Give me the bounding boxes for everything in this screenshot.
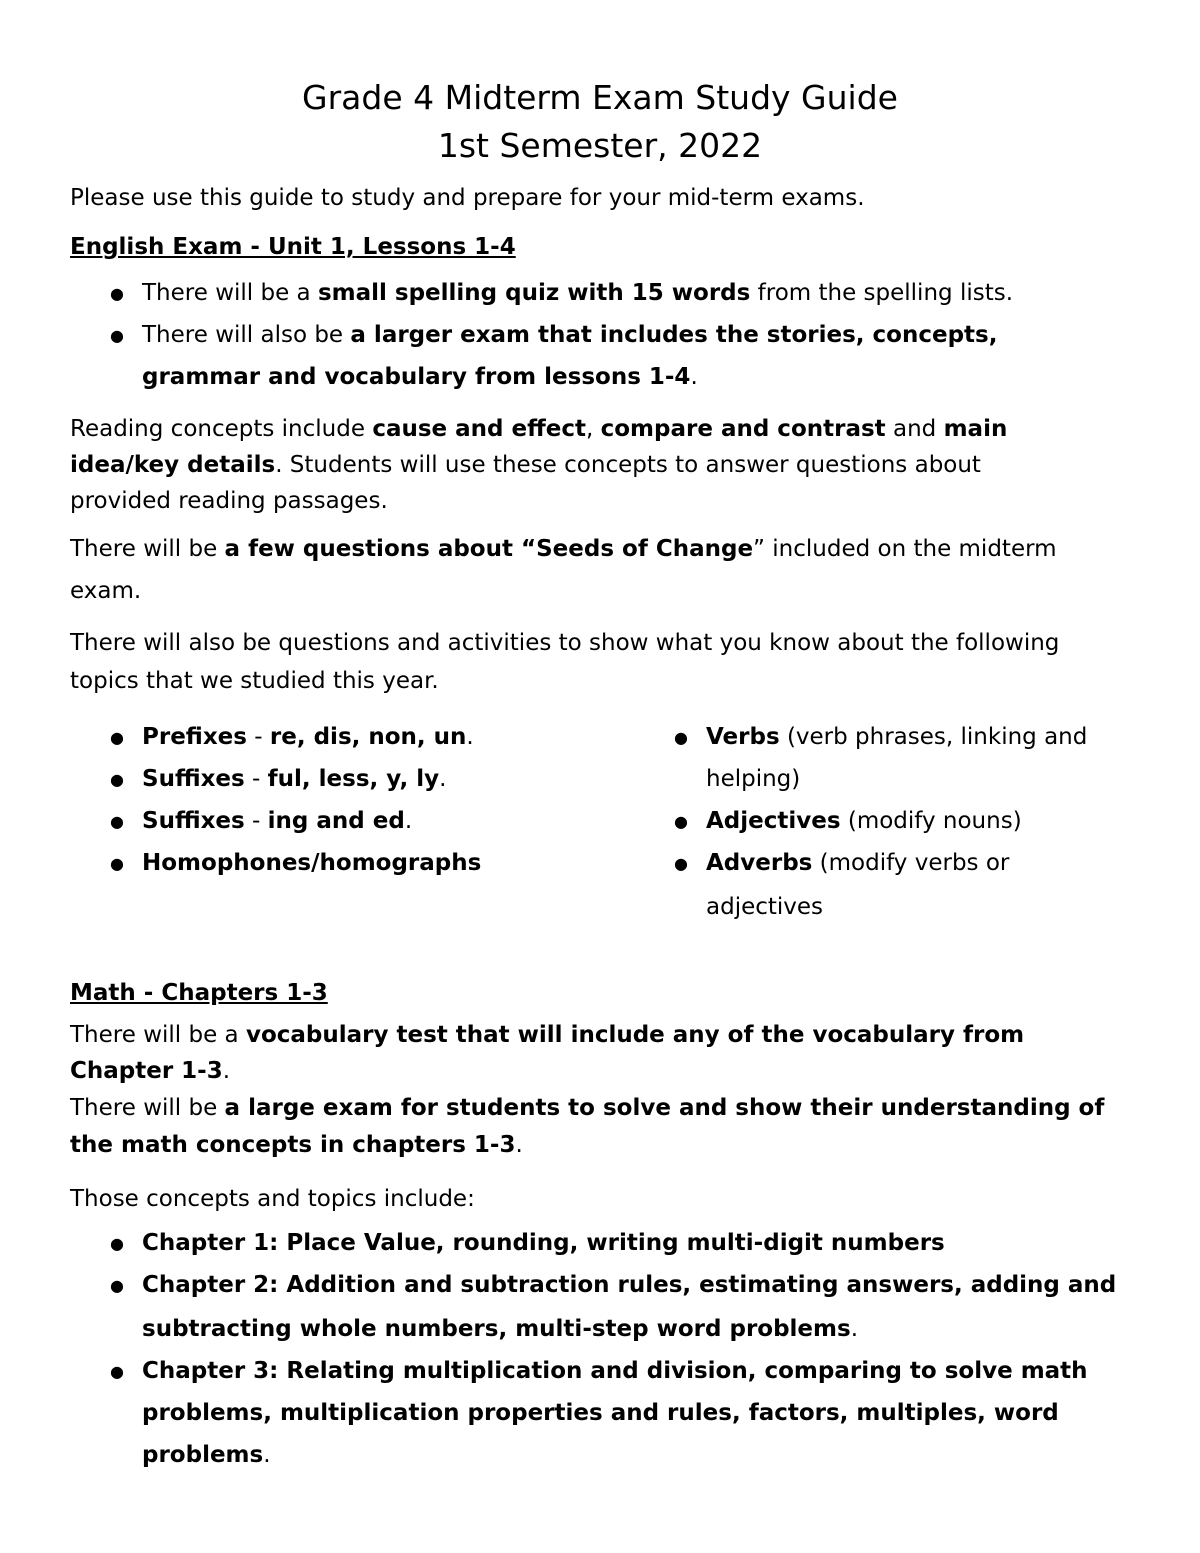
intro-text: Please use this guide to study and prepare for your mid-term exams. (70, 185, 865, 211)
bullet-icon: ● (110, 770, 124, 789)
english-bullet-2-cont: grammar and vocabulary from lessons 1-4. (142, 364, 698, 390)
reading-line-1: Reading concepts include cause and effect, compare and contrast and main (70, 416, 1008, 442)
bullet-icon: ● (110, 1362, 124, 1381)
bullet-icon: ● (110, 812, 124, 831)
chapter-2: Chapter 2: Addition and subtraction rules, estimating answers, adding and (142, 1272, 1117, 1298)
bullet-icon: ● (110, 1276, 124, 1295)
english-bullet-1: There will be a small spelling quiz with 15 words from the spelling lists. (142, 280, 1014, 306)
math-exam-line-2: the math concepts in chapters 1-3. (70, 1132, 523, 1158)
chapter-2-cont: subtracting whole numbers, multi-step word problems. (142, 1316, 858, 1342)
bullet-icon: ● (110, 284, 124, 303)
seeds-line-1: There will be a few questions about “Seeds of Change” included on the midterm (70, 536, 1057, 562)
english-bullet-2: There will also be a larger exam that includes the stories, concepts, (142, 322, 998, 348)
bullet-icon: ● (110, 326, 124, 345)
topic-adjectives: Adjectives (modify nouns) (706, 808, 1022, 834)
topic-verbs-cont: helping) (706, 766, 801, 792)
doc-title-line2: 1st Semester, 2022 (437, 126, 763, 165)
math-vocab-line-1: There will be a vocabulary test that will include any of the vocabulary from (70, 1022, 1025, 1048)
topic-homophones: Homophones/homographs (142, 850, 482, 876)
topic-suffixes-2: Suffixes - ing and ed. (142, 808, 413, 834)
chapter-1: Chapter 1: Place Value, rounding, writing multi-digit numbers (142, 1230, 945, 1256)
bullet-icon: ● (110, 1234, 124, 1253)
bullet-icon: ● (674, 854, 688, 873)
reading-line-3: provided reading passages. (70, 488, 388, 514)
also-line-2: topics that we studied this year. (70, 668, 439, 694)
topic-prefixes: Prefixes - re, dis, non, un. (142, 724, 474, 750)
bullet-icon: ● (110, 728, 124, 747)
bullet-icon: ● (674, 812, 688, 831)
seeds-line-2: exam. (70, 578, 142, 604)
bullet-icon: ● (674, 728, 688, 747)
chapter-3-cont-2: problems. (142, 1442, 271, 1468)
topic-verbs: Verbs (verb phrases, linking and (706, 724, 1088, 750)
chapter-3-cont: problems, multiplication properties and rules, factors, multiples, word (142, 1400, 1059, 1426)
english-heading: English Exam - Unit 1, Lessons 1-4 (70, 234, 516, 260)
math-heading: Math - Chapters 1-3 (70, 980, 328, 1006)
math-vocab-line-2: Chapter 1-3. (70, 1058, 231, 1084)
topic-suffixes-1: Suffixes - ful, less, y, ly. (142, 766, 447, 792)
math-exam-line-1: There will be a large exam for students to solve and show their understanding of (70, 1095, 1105, 1121)
bullet-icon: ● (110, 854, 124, 873)
reading-line-2: idea/key details. Students will use these concepts to answer questions about (70, 452, 981, 478)
topic-adverbs: Adverbs (modify verbs or (706, 850, 1010, 876)
doc-title-line1: Grade 4 Midterm Exam Study Guide (302, 78, 898, 117)
concepts-intro: Those concepts and topics include: (70, 1186, 475, 1212)
also-line-1: There will also be questions and activities to show what you know about the following (70, 630, 1060, 656)
topic-adverbs-cont: adjectives (706, 894, 824, 920)
chapter-3: Chapter 3: Relating multiplication and division, comparing to solve math (142, 1358, 1088, 1384)
